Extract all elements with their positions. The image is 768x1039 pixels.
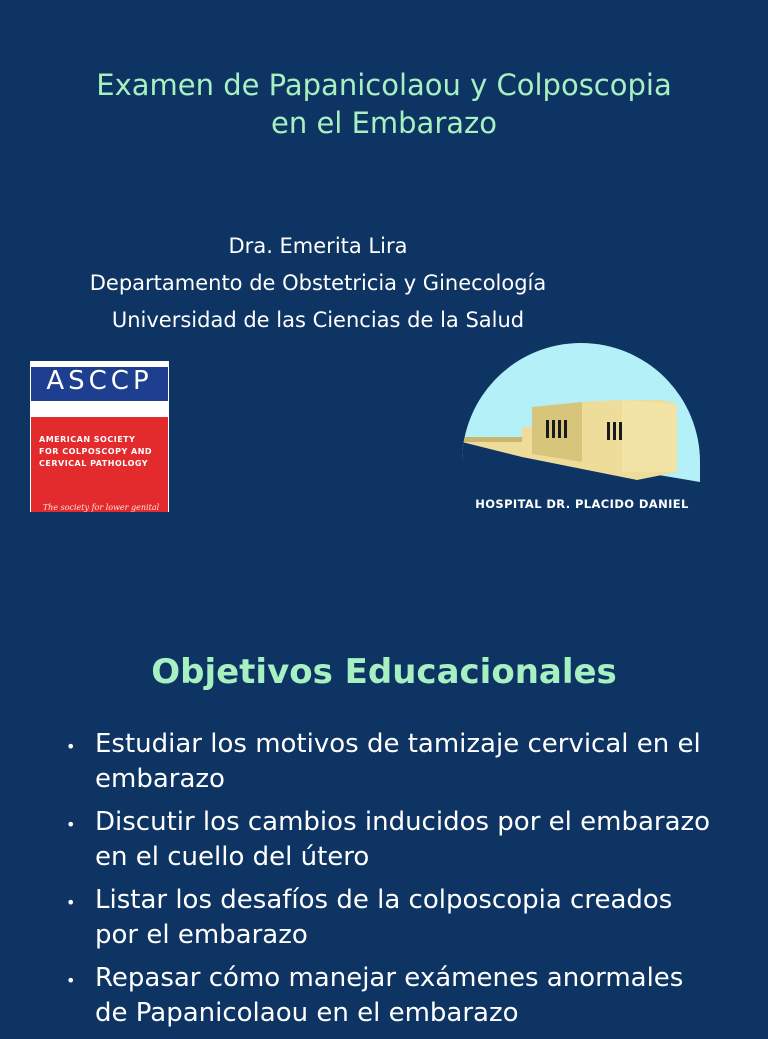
title-line-1: Examen de Papanicolaou y Colposcopia [96,68,672,102]
bullet-icon: • [66,893,76,912]
bullet-text: Estudiar los motivos de tamizaje cervical en el embarazo [95,729,701,794]
bullet-icon: • [66,737,76,756]
ascp-logo-tagline: The society for lower genital [42,503,160,512]
presentation-title [0,66,768,142]
university-name: Universidad de las Ciencias de la Salud [111,308,525,332]
author-block [0,228,636,339]
author-name: Dra. Emerita Lira [228,234,408,258]
department-name: Departamento de Obstetricia y Ginecología [89,271,547,295]
list-item [60,727,720,797]
title-line-2: en el Embarazo [271,106,497,140]
bullet-icon: • [66,815,76,834]
ascp-logo-name: AMERICAN SOCIETY FOR COLPOSCOPY AND CERVICAL PATHOLOGY [39,435,153,468]
bullet-text: Listar los desafíos de la colposcopia creados por el embarazo [95,885,673,950]
hospital-logo-image [462,342,700,492]
list-item [60,883,720,953]
objectives-slide [0,512,768,1028]
list-item [60,805,720,875]
list-item [60,961,720,1031]
bullet-text: Repasar cómo manejar exámenes anormales de Papanicolaou en el embarazo [95,963,684,1028]
objectives-title: Objetivos Educacionales [151,652,617,692]
ascp-logo-letters: ASCCP [46,366,153,396]
objectives-list [60,727,720,1039]
ascp-logo [31,362,168,536]
bullet-icon: • [66,971,76,990]
bullet-text: Discutir los cambios inducidos por el embarazo en el cuello del útero [95,807,711,872]
hospital-caption-line-1: HOSPITAL DR. PLACIDO DANIEL [475,497,689,511]
title-slide [0,0,768,512]
